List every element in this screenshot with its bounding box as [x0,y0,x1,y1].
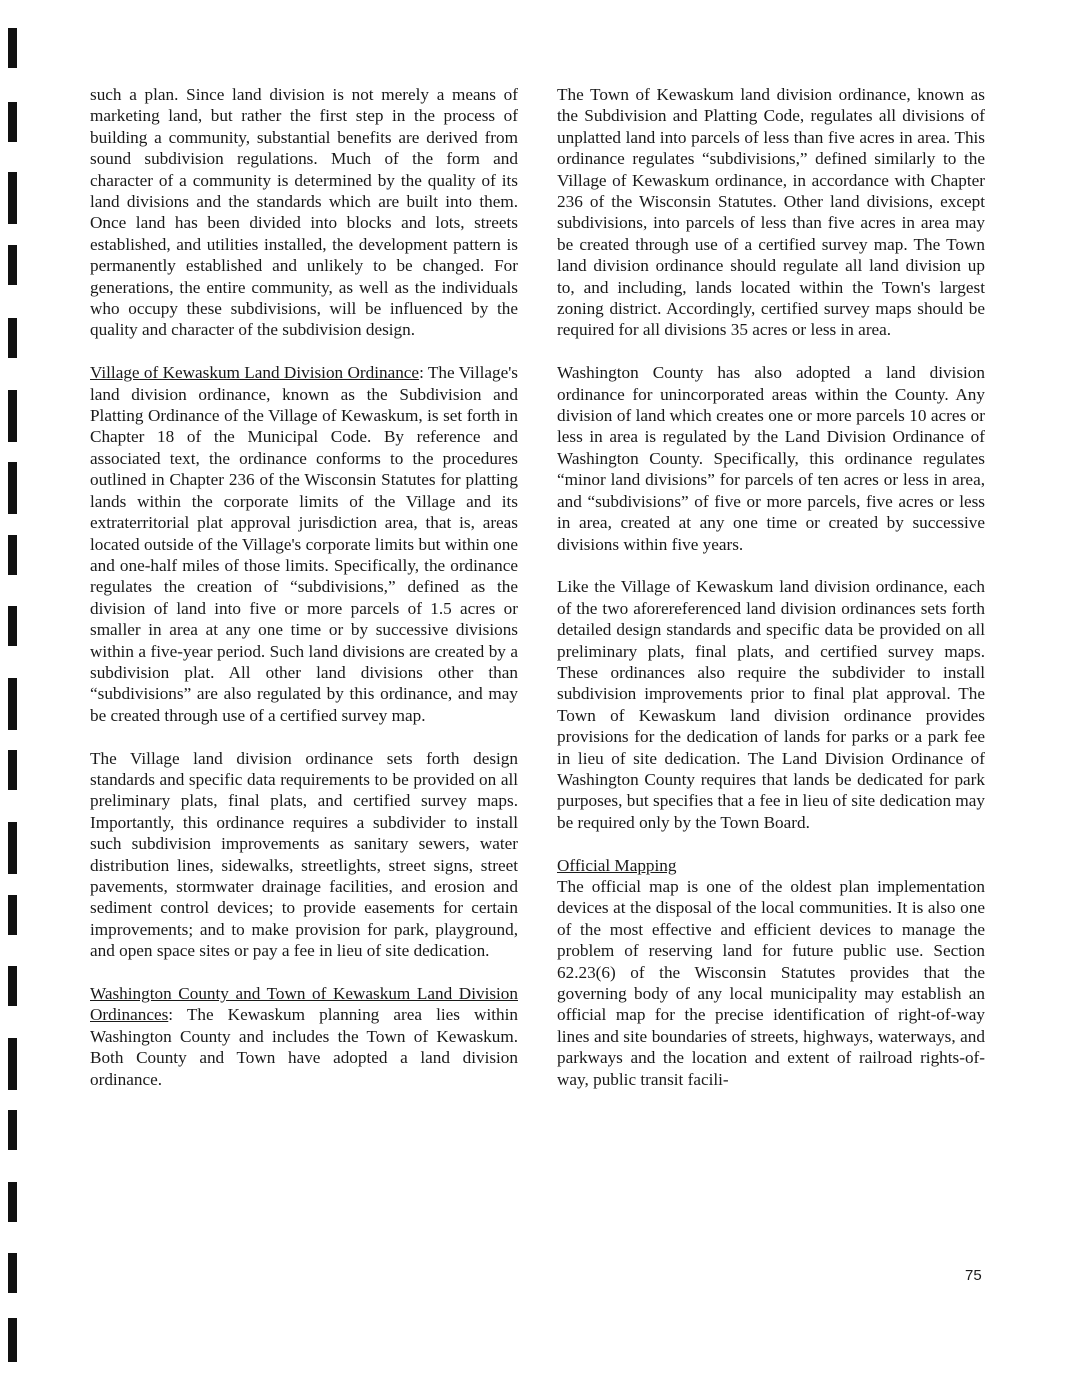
county-ordinance-heading: Washington County and Town of Kewaskum Land Division Ordinances [90,984,518,1025]
page-number: 75 [965,1267,982,1284]
binding-mark [8,172,17,224]
official-mapping-paragraph: The official map is one of the oldest plan implementation devices at the disposal of the local communities. It is also one of the most effective and efficient devices to manage the problem of reserving land for future public use. Section 62.23(6) of the Wisconsin Statutes provides that the governing body of any local municipality may establish an official map for the precise identification of right-of-way lines and site boundaries of streets, highways, waterways, and parkways and the location and extent of railroad rights-of-way, public transit facili- [557,876,985,1089]
body-paragraph: The Village land division ordinance sets forth design standards and specific data requirements to be provided on all preliminary plats, final plats, and certified survey maps. Importantly, this ordinance requires a subdivider to install such subdivision improvements as sanitary sewers, water distribution lines, sidewalks, streetlights, street signs, street pavements, stormwater drainage facilities, and erosion and sediment control devices; to provide easements for certain improvements; and to make provision for park, playground, and open space sites or pay a fee in lieu of site dedication. [90,748,518,961]
binding-mark [8,102,17,142]
county-ordinance-text: : The Kewaskum planning area lies within Washington County and includes the Town of Kewaskum. Both County and Town have adopted a land division ordinance. [90,1005,518,1089]
body-paragraph: such a plan. Since land division is not merely a means of marketing land, but rather the first step in the process of building a community, substantial benefits are derived from sound subdivision regulations. Much of the form and character of a community is determined by the quality of its land divisions and the standards which are built into them. Once land has been divided into blocks and lots, streets established, and utilities installed, the development pattern is permanently established and unlikely to be changed. For generations, the entire community, as well as the individuals who occupy these subdivisions, will be influenced by the quality and character of the subdivision design. [90,85,518,340]
right-column [557,84,985,1090]
binding-mark [8,390,17,442]
binding-mark [8,1253,17,1293]
binding-mark [8,966,17,1006]
village-ordinance-heading: Village of Kewaskum Land Division Ordinance [90,363,420,383]
binding-mark [8,462,17,514]
village-ordinance-paragraph [90,362,518,726]
binding-mark [8,28,17,68]
binding-mark [8,822,17,874]
binding-mark [8,895,17,935]
binding-mark [8,1182,17,1222]
body-paragraph: The Town of Kewaskum land division ordinance, known as the Subdivision and Platting Code, regulates all divisions of unplatted land into parcels of less than five acres in area. This ordinance regulates “subdivisions,” defined similarly to the Village of Kewaskum ordinance, in accordance with Chapter 236 of the Wisconsin Statutes. Other land divisions, except subdivisions, into parcels of less than five acres in area may be created through use of a certified survey map. The Town land division ordinance should regulate all land division up to, and including, lands located within the Town's largest zoning district. Accordingly, certified survey maps should be required for all divisions 35 acres or less in area. [557,85,985,340]
village-ordinance-text: : The Village's land division ordinance, known as the Subdivision and Platting Ordinance of the Village of Kewaskum, is set forth in Chapter 18 of the Municipal Code. By reference and associated text, the ordinance conforms to the procedures outlined in Chapter 236 of the Wisconsin Statutes for platting lands within the corporate limits of the Village and its extraterritorial plat approval jurisdiction area, that is, areas located outside of the Village's corporate limits but within one and one-half miles of those limits. Specifically, the ordinance regulates the creation of “subdivisions,” defined as the division of land into five or more parcels of 1.5 acres or smaller in area at any one time or by successive divisions within a five-year period. Such land divisions are created by a subdivision plat. All other land divisions other than “subdivisions” are also regulated by this ordinance, and may be created through use of a certified survey map. [90,363,518,725]
binding-mark [8,318,17,358]
left-column [90,84,518,1090]
official-mapping-heading: Official Mapping [557,855,677,875]
binding-mark [8,606,17,646]
binding-mark [8,245,17,285]
binding-mark [8,750,17,790]
binding-mark [8,1318,17,1362]
binding-mark [8,1038,17,1090]
binding-mark [8,678,17,730]
binding-mark [8,1110,17,1150]
body-paragraph: Washington County has also adopted a land division ordinance for unincorporated areas within the County. Any division of land which creates one or more parcels 10 acres or less in area is regulated by the Land Division Ordinance of Washington County. Specifically, this ordinance regulates “minor land divisions” for parcels of ten acres or less in area, and “subdivisions” of five or more parcels, five acres or less in area, created at any one time or created by successive divisions within five years. [557,363,985,554]
body-paragraph: Like the Village of Kewaskum land division ordinance, each of the two aforereferenced land division ordinances sets forth detailed design standards and specific data be provided on all preliminary plats, final plats, and certified survey maps. These ordinances also require the subdivider to install subdivision improvements prior to final plat approval. The Town of Kewaskum land division ordinance provides provisions for the dedication of lands for parks or a park fee in lieu of site dedication. The Land Division Ordinance of Washington County requires that lands be dedicated for park purposes, but specifies that a fee in lieu of site dedication may be required only by the Town Board. [557,577,985,832]
binding-mark [8,535,17,575]
county-ordinance-paragraph [90,983,518,1090]
